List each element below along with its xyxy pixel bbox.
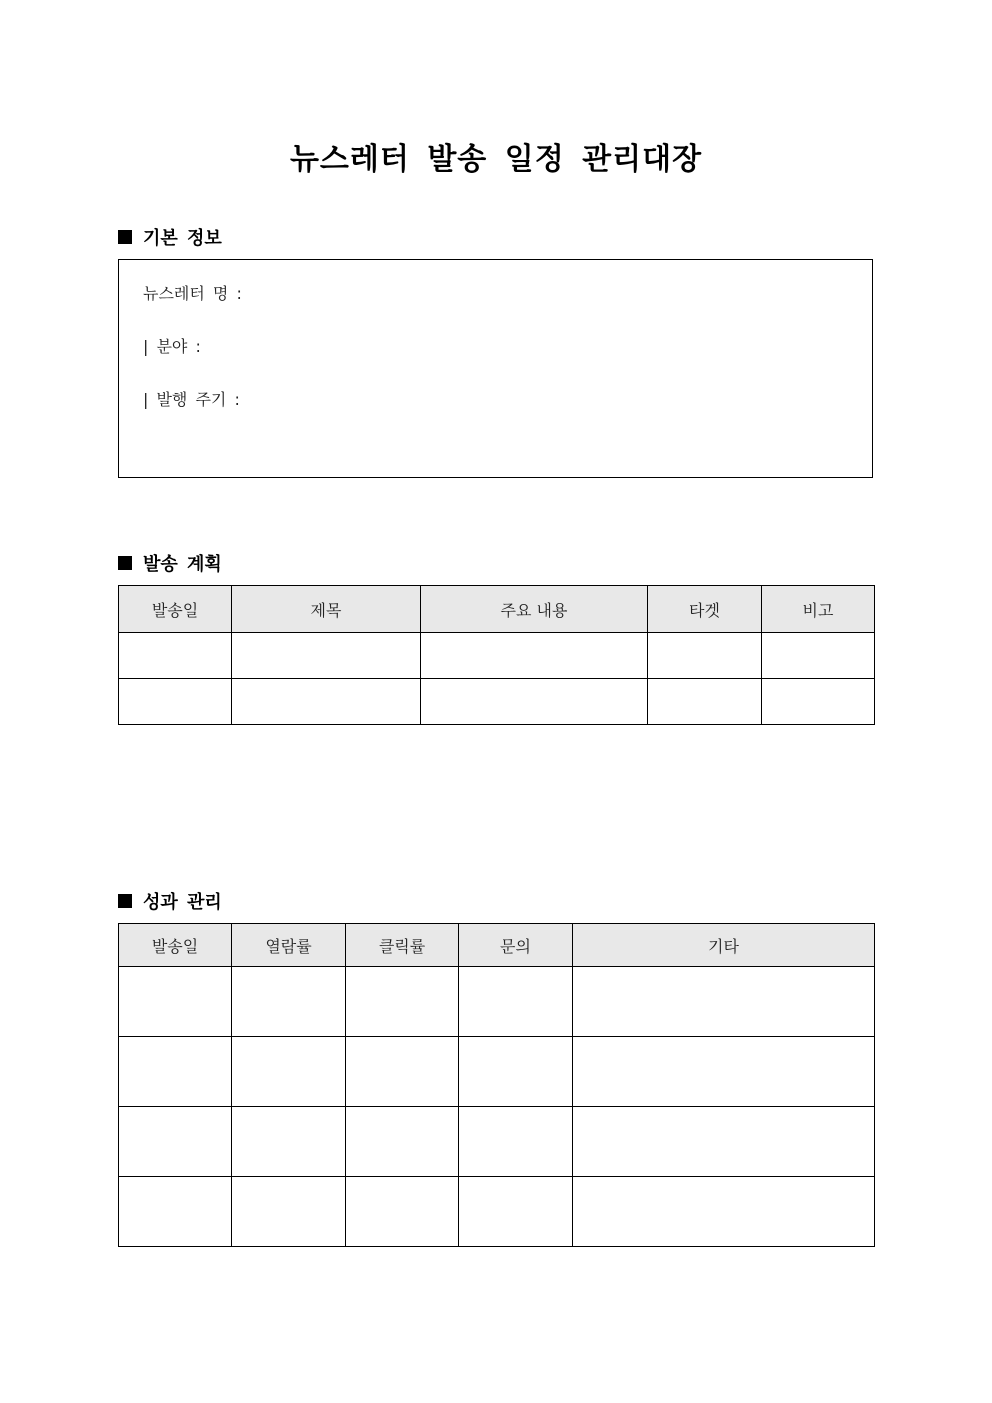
column-header-open-rate: 열람률 bbox=[232, 924, 346, 967]
cell-send-date[interactable] bbox=[119, 967, 232, 1037]
table-row bbox=[119, 1107, 875, 1177]
column-header-send-date: 발송일 bbox=[119, 924, 232, 967]
table-row bbox=[119, 633, 875, 679]
cell-send-date[interactable] bbox=[119, 1107, 232, 1177]
section-heading-send-plan bbox=[118, 550, 222, 576]
basic-info-box bbox=[118, 259, 873, 478]
table-row bbox=[119, 1177, 875, 1247]
section-heading-label: 성과 관리 bbox=[143, 892, 222, 913]
section-heading-performance bbox=[118, 888, 222, 914]
column-header-title: 제목 bbox=[232, 586, 421, 633]
cell-other[interactable] bbox=[573, 1107, 875, 1177]
field-label: | 발행 주기 : bbox=[143, 390, 240, 409]
cell-other[interactable] bbox=[573, 1037, 875, 1107]
cell-inquiries[interactable] bbox=[459, 1177, 573, 1247]
cell-send-date[interactable] bbox=[119, 1177, 232, 1247]
field-label: 뉴스레터 명 : bbox=[143, 284, 242, 303]
category-field[interactable] bbox=[143, 334, 201, 357]
section-heading-basic-info bbox=[118, 224, 222, 250]
cell-note[interactable] bbox=[762, 633, 875, 679]
send-plan-table bbox=[118, 585, 875, 725]
column-header-note: 비고 bbox=[762, 586, 875, 633]
cell-send-date[interactable] bbox=[119, 1037, 232, 1107]
cell-open-rate[interactable] bbox=[232, 967, 346, 1037]
publish-cycle-field[interactable] bbox=[143, 387, 240, 410]
cell-inquiries[interactable] bbox=[459, 1107, 573, 1177]
square-bullet-icon bbox=[118, 894, 132, 908]
cell-note[interactable] bbox=[762, 679, 875, 725]
table-row bbox=[119, 679, 875, 725]
performance-table bbox=[118, 923, 875, 1247]
column-header-main-content: 주요 내용 bbox=[421, 586, 648, 633]
cell-open-rate[interactable] bbox=[232, 1177, 346, 1247]
cell-click-rate[interactable] bbox=[346, 1107, 459, 1177]
cell-send-date[interactable] bbox=[119, 679, 232, 725]
section-heading-label: 기본 정보 bbox=[143, 228, 222, 249]
square-bullet-icon bbox=[118, 230, 132, 244]
column-header-target: 타겟 bbox=[648, 586, 762, 633]
column-header-inquiries: 문의 bbox=[459, 924, 573, 967]
cell-title[interactable] bbox=[232, 633, 421, 679]
cell-other[interactable] bbox=[573, 1177, 875, 1247]
square-bullet-icon bbox=[118, 556, 132, 570]
cell-main-content[interactable] bbox=[421, 679, 648, 725]
table-row bbox=[119, 967, 875, 1037]
table-header-row bbox=[119, 924, 875, 967]
cell-open-rate[interactable] bbox=[232, 1037, 346, 1107]
cell-click-rate[interactable] bbox=[346, 967, 459, 1037]
cell-open-rate[interactable] bbox=[232, 1107, 346, 1177]
cell-target[interactable] bbox=[648, 633, 762, 679]
cell-inquiries[interactable] bbox=[459, 1037, 573, 1107]
column-header-click-rate: 클릭률 bbox=[346, 924, 459, 967]
cell-other[interactable] bbox=[573, 967, 875, 1037]
cell-target[interactable] bbox=[648, 679, 762, 725]
column-header-other: 기타 bbox=[573, 924, 875, 967]
page-title: 뉴스레터 발송 일정 관리대장 bbox=[289, 142, 703, 177]
table-header-row bbox=[119, 586, 875, 633]
cell-inquiries[interactable] bbox=[459, 967, 573, 1037]
cell-send-date[interactable] bbox=[119, 633, 232, 679]
column-header-send-date: 발송일 bbox=[119, 586, 232, 633]
cell-title[interactable] bbox=[232, 679, 421, 725]
field-label: | 분야 : bbox=[143, 337, 201, 356]
cell-main-content[interactable] bbox=[421, 633, 648, 679]
newsletter-name-field[interactable] bbox=[143, 281, 242, 304]
section-heading-label: 발송 계획 bbox=[143, 554, 222, 575]
table-row bbox=[119, 1037, 875, 1107]
cell-click-rate[interactable] bbox=[346, 1037, 459, 1107]
cell-click-rate[interactable] bbox=[346, 1177, 459, 1247]
